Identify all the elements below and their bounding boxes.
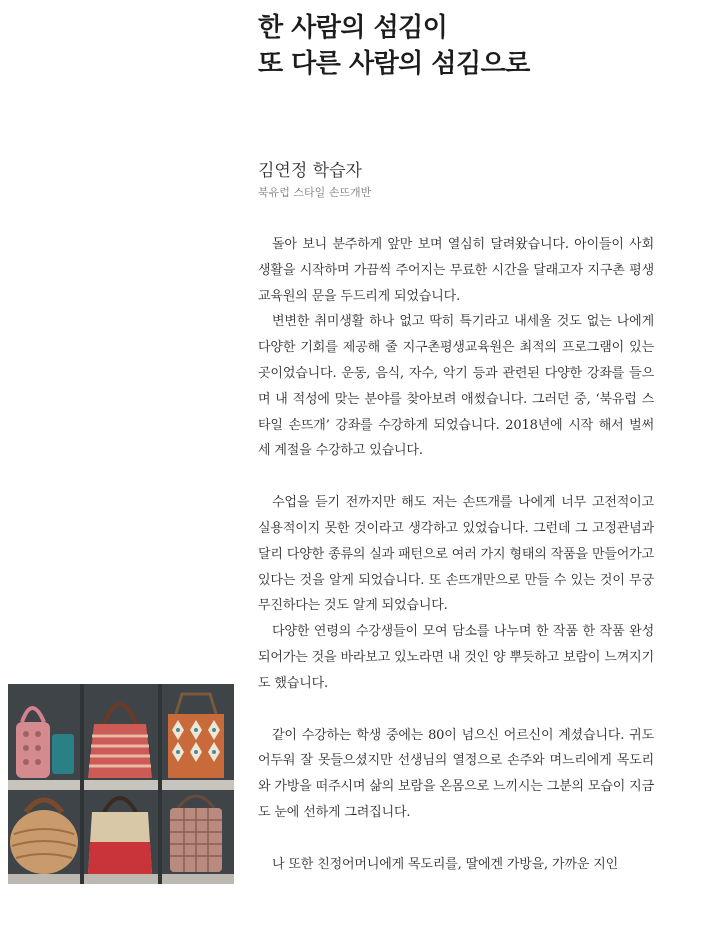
paragraph: 돌아 보니 분주하게 앞만 보며 열심히 달려왔습니다. 아이들이 사회생활을 시작하며 가끔씩 주어지는 무료한 시간을 달래고자 지구촌 평생 교육원의 문을 두드리게 되었습니다.: [258, 237, 654, 304]
paragraph: 나 또한 친정어머니에게 목도리를, 딸에겐 가방을, 가까운 지인: [272, 856, 619, 872]
paragraph-gap: [258, 697, 654, 723]
article-body: [258, 232, 654, 878]
shelf-divider: [80, 684, 84, 884]
article-title-line-2: 또 다른 사람의 섬김으로: [258, 49, 530, 79]
shelf-board: [8, 874, 234, 884]
knitted-bags-photo: [8, 684, 234, 884]
paragraph: 다양한 연령의 수강생들이 모여 담소를 나누며 한 작품 한 작품 완성되어가는 것을 바라보고 있노라면 내 것인 양 뿌듯하고 보람이 느껴지기도 했습니다.: [258, 624, 654, 691]
paragraph: 같이 수강하는 학생 중에는 80이 넘으신 어르신이 계셨습니다. 귀도 어두워 잘 못들으셨지만 선생님의 열정으로 손주와 며느리에게 목도리와 가방을 떠주시며 삶의 보람을 온몸으로 느끼시는 그분의 모습이 지금도 눈에 선하게 그려집니다.: [258, 727, 654, 820]
article-title: [258, 10, 530, 82]
paragraph: 수업을 듣기 전까지만 해도 저는 손뜨개를 나에게 너무 고전적이고 실용적이지 못한 것이라고 생각하고 있었습니다. 그런데 그 고정관념과 달리 다양한 종류의 실과 패턴으로 여러 가지 형태의 작품을 만들어가고 있다는 것을 알게 되었습니다. 또 손뜨개만으로 만들 수 있는 것이 무궁무진하다는 것도 알게 되었습니다.: [258, 495, 654, 614]
shelf-board: [8, 780, 234, 790]
bags-illustration: [8, 684, 234, 884]
author-course: 북유럽 스타일 손뜨개반: [258, 186, 372, 199]
author-name: 김연정 학습자: [258, 161, 362, 181]
shelf-divider: [158, 684, 162, 884]
article-title-line-1: 한 사람의 섬김이: [258, 13, 448, 43]
paragraph-gap: [258, 826, 654, 852]
paragraph-gap: [258, 464, 654, 490]
paragraph: 변변한 취미생활 하나 없고 딱히 특기라고 내세울 것도 없는 나에게 다양한 기회를 제공해 줄 지구촌평생교육원은 최적의 프로그램이 있는 곳이었습니다. 운동, 음식, 자수, 악기 등과 관련된 다양한 강좌를 들으며 내 적성에 맞는 분야를 찾아보려 애썼습니다. 그러던 중, ‘북유럽 스타일 손뜨개’ 강좌를 수강하게 되었습니다. 2018년에 시작 해서 벌써 세 계절을 수강하고 있습니다.: [258, 314, 654, 459]
